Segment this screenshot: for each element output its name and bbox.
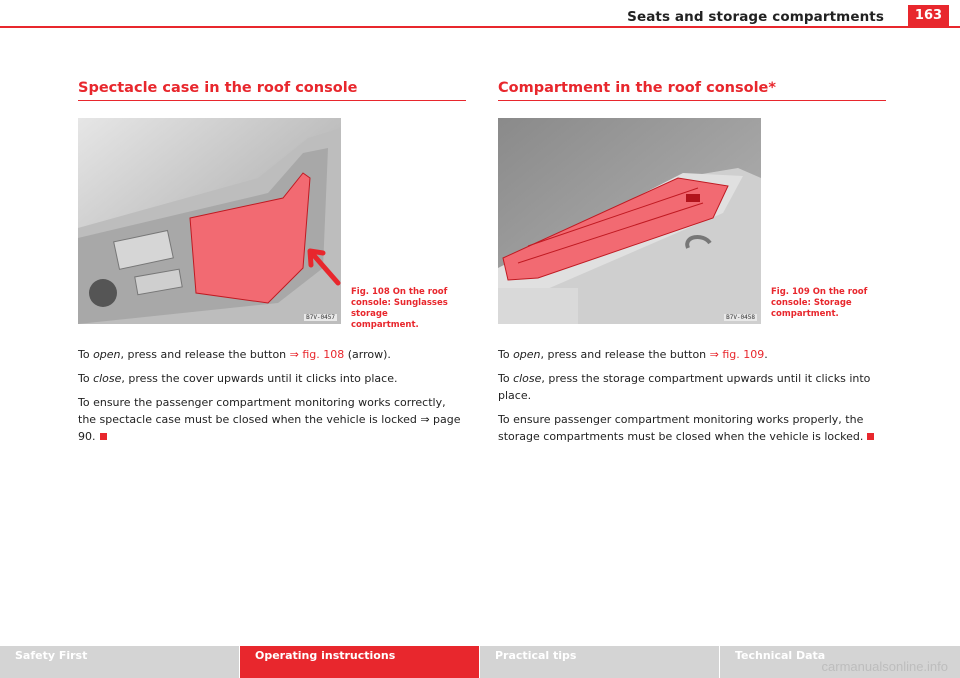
tab-safety-first[interactable]: Safety First bbox=[0, 646, 240, 678]
left-paragraph-2: To close, press the cover upwards until it clicks into place. bbox=[78, 372, 398, 385]
figure-109-caption: Fig. 109 On the roof console: Storage compartment. bbox=[771, 287, 868, 319]
figure-108 bbox=[78, 118, 341, 324]
page-number: 163 bbox=[908, 5, 949, 26]
fig-108-link[interactable]: ⇒ fig. 108 bbox=[289, 348, 345, 361]
end-of-section-mark bbox=[100, 433, 107, 440]
fig-109-link[interactable]: ⇒ fig. 109 bbox=[709, 348, 765, 361]
right-paragraph-3: To ensure passenger compartment monitoring works properly, the storage compartments must be closed when the vehicle is locked. bbox=[498, 411, 890, 445]
left-section bbox=[78, 80, 466, 101]
figure-108-illustration bbox=[78, 118, 341, 324]
page-header-title: Seats and storage compartments bbox=[627, 9, 884, 25]
right-paragraph-1: To open, press and release the button ⇒ fig. 109. bbox=[498, 348, 768, 361]
left-paragraph-1: To open, press and release the button ⇒ fig. 108 (arrow). bbox=[78, 348, 391, 361]
right-section-title: Compartment in the roof console* bbox=[498, 80, 886, 101]
figure-109 bbox=[498, 118, 761, 324]
watermark: carmanualsonline.info bbox=[821, 659, 948, 674]
right-body bbox=[498, 346, 890, 452]
figure-109-code: B7V-0458 bbox=[726, 314, 755, 321]
figure-108-caption: Fig. 108 On the roof console: Sunglasses storage compartment. bbox=[351, 287, 448, 330]
header-rule bbox=[0, 26, 960, 28]
right-paragraph-2: To close, press the storage compartment upwards until it clicks into place. bbox=[498, 372, 871, 402]
tab-technical-data[interactable]: Technical Data bbox=[720, 646, 960, 678]
tab-operating-instructions[interactable]: Operating instructions bbox=[240, 646, 480, 678]
left-body bbox=[78, 346, 464, 452]
end-of-section-mark bbox=[867, 433, 874, 440]
footer-nav bbox=[0, 646, 960, 678]
left-section-title: Spectacle case in the roof console bbox=[78, 80, 466, 101]
figure-109-illustration bbox=[498, 118, 761, 324]
figure-108-code: B7V-0457 bbox=[306, 314, 335, 321]
left-paragraph-3: To ensure the passenger compartment monitoring works correctly, the spectacle case must be closed when the vehicle is locked ⇒ page 90. bbox=[78, 396, 461, 443]
right-section bbox=[498, 80, 886, 101]
tab-practical-tips[interactable]: Practical tips bbox=[480, 646, 720, 678]
